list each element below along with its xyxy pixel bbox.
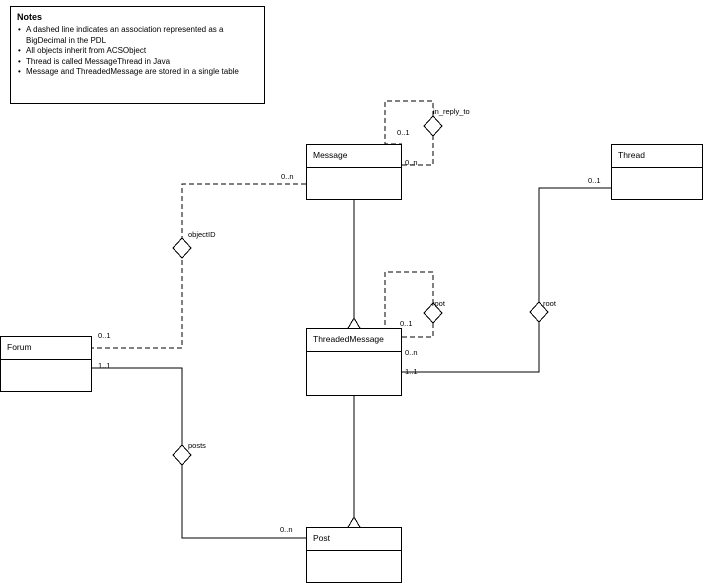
notes-title: Notes	[17, 12, 43, 22]
multiplicity-forum-objectid: 0..1	[98, 331, 111, 340]
note-item: • Message and ThreadedMessage are stored in a single table	[17, 67, 258, 78]
class-divider	[612, 167, 702, 168]
association-label-in-reply-to: in_reply_to	[433, 107, 470, 116]
multiplicity-tm-root-upper: 0..1	[400, 319, 413, 328]
class-name-thread: Thread	[618, 150, 645, 160]
class-box-threadedmessage[interactable]	[306, 328, 402, 396]
note-item: • A dashed line indicates an association represented as a BigDecimal in the PDL	[17, 25, 258, 46]
multiplicity-msg-reply-lower: 0..n	[405, 158, 418, 167]
note-item: • Thread is called MessageThread in Java	[17, 57, 258, 68]
class-divider	[307, 351, 401, 352]
association-label-root-right: root	[543, 299, 556, 308]
multiplicity-thread-root: 0..1	[588, 176, 601, 185]
class-name-threadedmessage: ThreadedMessage	[313, 334, 384, 344]
class-divider	[307, 550, 401, 551]
notes-list	[17, 25, 258, 78]
class-box-thread[interactable]	[611, 144, 703, 200]
note-item: • All objects inherit from ACSObject	[17, 46, 258, 57]
multiplicity-forum-posts: 1..1	[98, 361, 111, 370]
class-box-forum[interactable]	[0, 336, 92, 392]
multiplicity-post-posts: 0..n	[280, 525, 293, 534]
multiplicity-msg-reply-upper: 0..1	[397, 128, 410, 137]
multiplicity-msg-objectid: 0..n	[281, 172, 294, 181]
multiplicity-tm-root-lower: 0..n	[405, 348, 418, 357]
association-label-root-left: root	[432, 299, 445, 308]
class-name-message: Message	[313, 150, 348, 160]
association-label-posts: posts	[188, 441, 206, 450]
class-box-message[interactable]	[306, 144, 402, 200]
class-divider	[1, 359, 91, 360]
class-divider	[307, 167, 401, 168]
multiplicity-tm-root-right: 1..1	[405, 367, 418, 376]
class-name-post: Post	[313, 533, 331, 543]
notes-box	[10, 6, 265, 104]
class-box-post[interactable]	[306, 527, 402, 583]
class-name-forum: Forum	[7, 342, 32, 352]
association-label-objectid: objectID	[188, 230, 216, 239]
